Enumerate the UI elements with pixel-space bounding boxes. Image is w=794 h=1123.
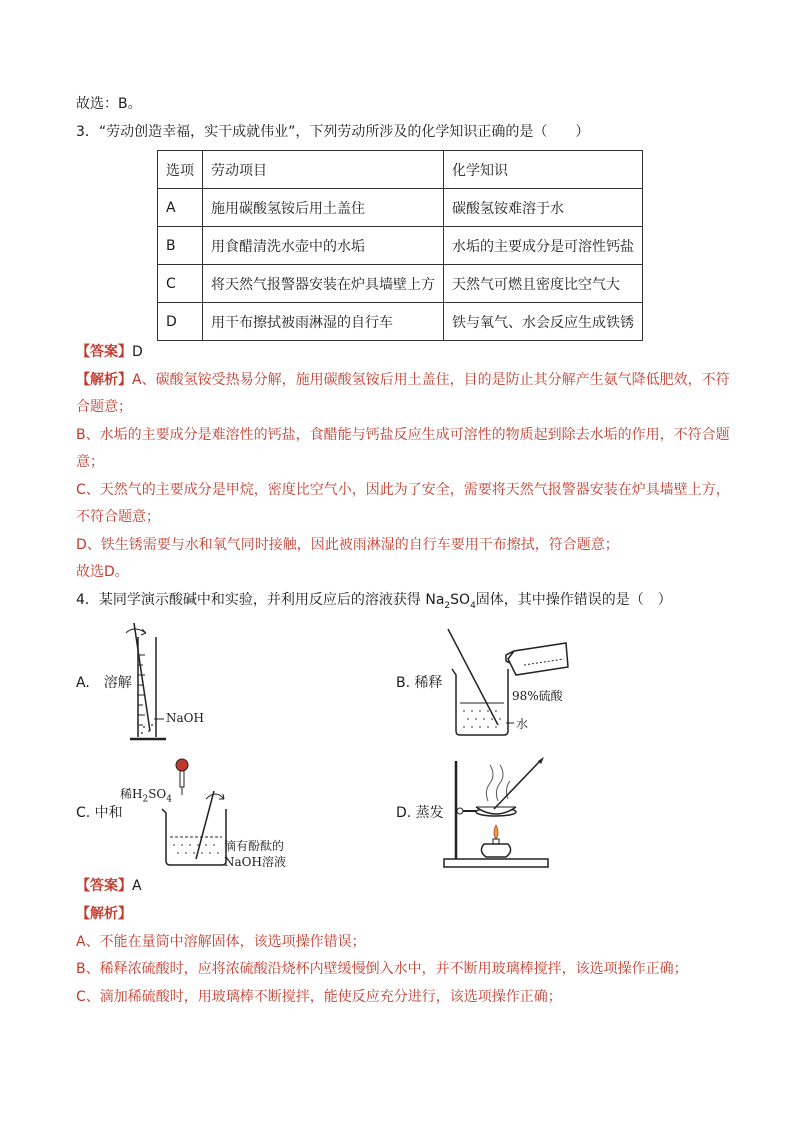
table-cell: B <box>158 227 203 265</box>
evaporation-illustration <box>440 755 560 870</box>
answer-value: A <box>132 878 142 894</box>
table-row <box>158 265 643 303</box>
q3-conclusion: 故选D。 <box>76 564 129 580</box>
q3-answer <box>76 342 143 362</box>
table-cell: A <box>158 189 203 227</box>
table-header-row <box>158 151 643 189</box>
analysis-tag: 【解析】 <box>76 906 132 922</box>
option-d-figure <box>440 755 560 870</box>
table-cell: D <box>158 303 203 341</box>
reagent-mid: SO <box>148 787 167 801</box>
q4-analysis-line-1: A、不能在量筒中溶解固体，该选项操作错误； <box>76 934 366 950</box>
q3-stem: 3．“劳动创造幸福，实干成就伟业”，下列劳动所涉及的化学知识正确的是（ ） <box>76 124 590 140</box>
previous-conclusion: 故选：B。 <box>76 96 142 112</box>
option-c-label: C. 中和 <box>76 805 123 821</box>
q3-analysis-line-3: B、水垢的主要成分是难溶性的钙盐，食醋能与钙盐反应生成可溶性的物质起到除去水垢的作用，不符合题 <box>76 427 730 443</box>
q4-stem-sub2: 4 <box>470 600 476 611</box>
solution-label-2: NaOH溶液 <box>224 855 286 869</box>
option-b-figure <box>440 625 600 745</box>
option-d-label: D. 蒸发 <box>396 805 444 821</box>
answer-value: D <box>132 344 143 360</box>
q3-analysis-line-2: 合题意； <box>76 399 132 415</box>
table-cell: 用食醋清洗水壶中的水垢 <box>203 227 444 265</box>
q4-analysis-tag <box>76 904 132 924</box>
q3-analysis-line-4: 意； <box>76 454 104 470</box>
q3-analysis-line-6: 不符合题意； <box>76 509 160 525</box>
table-header-cell: 劳动项目 <box>203 151 444 189</box>
analysis-text: A、碳酸氢铵受热易分解，施用碳酸氢铵后用土盖住，目的是防止其分解产生氨气降低肥效，不符 <box>132 372 730 388</box>
reagent-naoh-label: NaOH <box>166 711 204 725</box>
reagent-sulfuric-acid-label: 98%硫酸 <box>512 689 563 703</box>
q4-analysis-line-3: C、滴加稀硫酸时，用玻璃棒不断搅拌，能使反应充分进行，该选项操作正确； <box>76 989 562 1005</box>
q4-stem-prefix: 4．某同学演示酸碱中和实验，并利用反应后的溶液获得 Na <box>76 592 445 608</box>
q4-stem-mid: SO <box>450 592 471 608</box>
q3-analysis-line-5: C、天然气的主要成分是甲烷，密度比空气小，因此为了安全，需要将天然气报警器安装在炉具墙壁上方， <box>76 482 730 498</box>
table-cell: C <box>158 265 203 303</box>
table-cell: 天然气可燃且密度比空气大 <box>444 265 643 303</box>
solution-label-1: 滴有酚酞的 <box>224 839 285 853</box>
analysis-tag: 【解析】 <box>76 372 132 388</box>
q4-stem-sub1: 2 <box>444 600 451 611</box>
table-cell: 将天然气报警器安装在炉具墙壁上方 <box>203 265 444 303</box>
table-row <box>158 303 643 341</box>
answer-tag: 【答案】 <box>76 344 132 360</box>
option-a-figure <box>120 615 210 745</box>
option-b-label: B. 稀释 <box>396 675 443 691</box>
table-cell: 碳酸氢铵难溶于水 <box>444 189 643 227</box>
answer-tag: 【答案】 <box>76 878 132 894</box>
table-header-cell: 选项 <box>158 151 203 189</box>
table-cell: 铁与氧气、水会反应生成铁锈 <box>444 303 643 341</box>
table-cell: 水垢的主要成分是可溶性钙盐 <box>444 227 643 265</box>
q4-answer <box>76 876 142 896</box>
reagent-water-label: 水 <box>516 717 529 731</box>
option-c-figure <box>160 755 290 875</box>
table-row <box>158 227 643 265</box>
table-header-cell: 化学知识 <box>444 151 643 189</box>
reagent-prefix: 稀H <box>120 787 143 801</box>
graduated-cylinder-illustration <box>120 615 210 745</box>
reagent-sub1: 2 <box>142 794 149 805</box>
table-row <box>158 189 643 227</box>
option-a-label: A. 溶解 <box>76 675 132 691</box>
table-cell: 施用碳酸氢铵后用土盖住 <box>203 189 444 227</box>
reagent-sub2: 4 <box>166 794 172 805</box>
q4-stem-suffix: 固体，其中操作错误的是（ ） <box>475 592 672 608</box>
q4-stem <box>76 590 672 616</box>
q3-analysis-line-1 <box>76 370 730 390</box>
q3-analysis-line-7: D、铁生锈需要与水和氧气同时接触，因此被雨淋湿的自行车要用干布擦拭，符合题意； <box>76 537 619 553</box>
q3-options-table <box>157 150 643 341</box>
q4-analysis-line-2: B、稀释浓硫酸时，应将浓硫酸沿烧杯内壁缓慢倒入水中，并不断用玻璃棒搅拌，该选项操作正确； <box>76 961 688 977</box>
table-cell: 用干布擦拭被雨淋湿的自行车 <box>203 303 444 341</box>
